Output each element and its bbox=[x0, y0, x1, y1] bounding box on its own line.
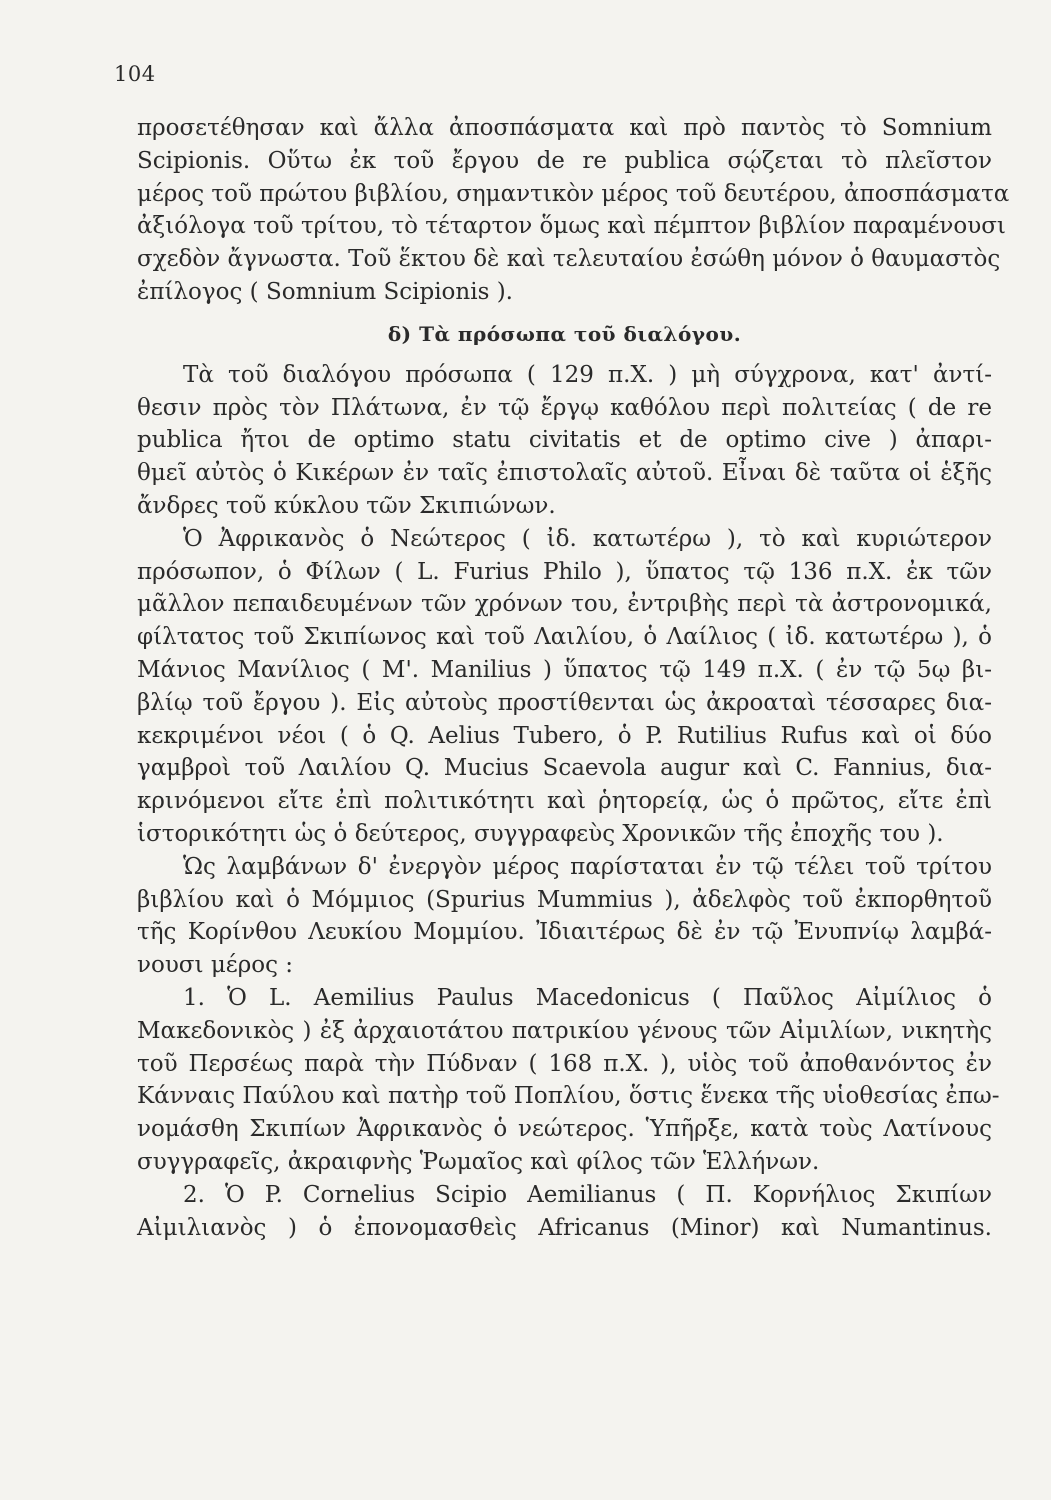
text-line: νομάσθη Σκιπίων Ἀφρικανὸς ὁ νεώτερος. Ὑπῆρξε, κατὰ τοὺς Λατίνους bbox=[137, 1116, 992, 1143]
text-line: κρινόμενοι εἴτε ἐπὶ πολιτικότητι καὶ ῥητορείᾳ, ὡς ὁ πρῶτος, εἴτε ἐπὶ bbox=[137, 788, 992, 815]
text-line: τοῦ Περσέως παρὰ τὴν Πύδναν ( 168 π.Χ. ), υἱὸς τοῦ ἀποθανόντος ἐν bbox=[137, 1050, 992, 1077]
list-item-paulus bbox=[137, 982, 1000, 1179]
text-line: Τὰ τοῦ διαλόγου πρόσωπα ( 129 π.Χ. ) μὴ σύγχρονα, κατ' ἀντί- bbox=[183, 361, 992, 388]
text-line: πρόσωπον, ὁ Φίλων ( L. Furius Philo ), ὕπατος τῷ 136 π.Χ. ἐκ τῶν bbox=[137, 558, 992, 585]
text-line: βλίῳ τοῦ ἔργου ). Εἰς αὐτοὺς προστίθενται ὡς ἀκροαταὶ τέσσαρες δια- bbox=[137, 689, 992, 716]
section-heading: δ) Τὰ πρόσωπα τοῦ διαλόγου. bbox=[387, 321, 742, 346]
text-line: βιβλίου καὶ ὁ Μόμμιος (Spurius Mummius ), ἀδελφὸς τοῦ ἐκπορθητοῦ bbox=[137, 886, 992, 913]
text-line: γαμβροὶ τοῦ Λαιλίου Q. Mucius Scaevola augur καὶ C. Fannius, δια- bbox=[137, 755, 992, 782]
text-line: Μακεδονικὸς ) ἐξ ἀρχαιοτάτου πατρικίου γένους τῶν Αἰμιλίων, νικητὴς bbox=[137, 1017, 992, 1044]
paragraph-somnium bbox=[137, 112, 1010, 309]
text-line: Αἰμιλιανὸς ) ὁ ἐπονομασθεὶς Africanus (Minor) καὶ Numantinus. bbox=[137, 1214, 992, 1241]
text-line: σχεδὸν ἄγνωστα. Τοῦ ἕκτου δὲ καὶ τελευταίου ἐσώθη μόνον ὁ θαυμαστὸς bbox=[137, 246, 1001, 273]
text-line: προσετέθησαν καὶ ἄλλα ἀποσπάσματα καὶ πρὸ παντὸς τὸ Somnium bbox=[137, 115, 992, 141]
text-line: Κάνναις Παύλου καὶ πατὴρ τοῦ Ποπλίου, ὅστις ἕνεκα τῆς υἱοθεσίας ἐπω- bbox=[137, 1083, 1000, 1110]
text-line: 2. Ὁ P. Cornelius Scipio Aemilianus ( Π. Κορνήλιος Σκιπίων bbox=[183, 1181, 992, 1208]
text-line: 1. Ὁ L. Aemilius Paulus Macedonicus ( Παῦλος Αἰμίλιος ὁ bbox=[183, 984, 992, 1011]
text-line: θεσιν πρὸς τὸν Πλάτωνα, ἐν τῷ ἔργῳ καθόλου περὶ πολιτείας ( de re bbox=[137, 394, 992, 421]
text-line: ἀξιόλογα τοῦ τρίτου, τὸ τέταρτον ὅμως καὶ πέμπτον βιβλίον παραμένουσι bbox=[137, 213, 1006, 240]
text-line: publica ἤτοι de optimo statu civitatis et de optimo cive ) ἀπαρι- bbox=[137, 427, 992, 454]
text-line: τῆς Κορίνθου Λευκίου Μομμίου. Ἰδιαιτέρως δὲ ἐν τῷ Ἐνυπνίῳ λαμβά- bbox=[137, 919, 992, 946]
page-body bbox=[137, 112, 1010, 1244]
text-line: Ὡς λαμβάνων δ' ἐνεργὸν μέρος παρίσταται ἐν τῷ τέλει τοῦ τρίτου bbox=[183, 853, 992, 880]
text-line: μᾶλλον πεπαιδευμένων τῶν χρόνων του, ἐντριβὴς περὶ τὰ ἀστρονομικά, bbox=[137, 591, 992, 618]
text-line: ἄνδρες τοῦ κύκλου τῶν Σκιπιώνων. bbox=[137, 492, 556, 519]
page-number: 104 bbox=[114, 62, 156, 86]
text-line: νουσι μέρος : bbox=[137, 952, 294, 979]
text-line: κεκριμένοι νέοι ( ὁ Q. Aelius Tubero, ὁ P. Rutilius Rufus καὶ οἱ δύο bbox=[137, 722, 992, 749]
text-line: Μάνιος Μανίλιος ( M'. Manilius ) ὕπατος τῷ 149 π.Χ. ( ἐν τῷ 5ῳ βι- bbox=[137, 656, 992, 683]
paragraph-mummius bbox=[137, 851, 992, 982]
text-line: φίλτατος τοῦ Σκιπίωνος καὶ τοῦ Λαιλίου, ὁ Λαίλιος ( ἰδ. κατωτέρω ), ὁ bbox=[137, 624, 992, 651]
text-line: Scipionis. Οὕτω ἐκ τοῦ ἔργου de re publica σῴζεται τὸ πλεῖστον bbox=[137, 147, 992, 174]
text-line: μέρος τοῦ πρώτου βιβλίου, σημαντικὸν μέρος τοῦ δευτέρου, ἀποσπάσματα bbox=[137, 180, 1010, 207]
text-line: θμεῖ αὐτὸς ὁ Κικέρων ἐν ταῖς ἐπιστολαῖς αὐτοῦ. Εἶναι δὲ ταῦτα οἱ ἑξῆς bbox=[137, 460, 992, 487]
paragraph-dialogue-persons bbox=[137, 359, 992, 523]
list-item-scipio bbox=[137, 1179, 992, 1245]
text-line: συγγραφεῖς, ἀκραιφνὴς Ῥωμαῖος καὶ φίλος τῶν Ἑλλήνων. bbox=[137, 1148, 820, 1175]
paragraph-africanus bbox=[137, 523, 992, 851]
text-line: ἐπίλογος ( Somnium Scipionis ). bbox=[137, 278, 513, 305]
text-line: ἱστορικότητι ὡς ὁ δεύτερος, συγγραφεὺς Χρονικῶν τῆς ἐποχῆς του ). bbox=[137, 820, 944, 847]
text-line: Ὁ Ἀφρικανὸς ὁ Νεώτερος ( ἰδ. κατωτέρω ), τὸ καὶ κυριώτερον bbox=[183, 525, 992, 552]
